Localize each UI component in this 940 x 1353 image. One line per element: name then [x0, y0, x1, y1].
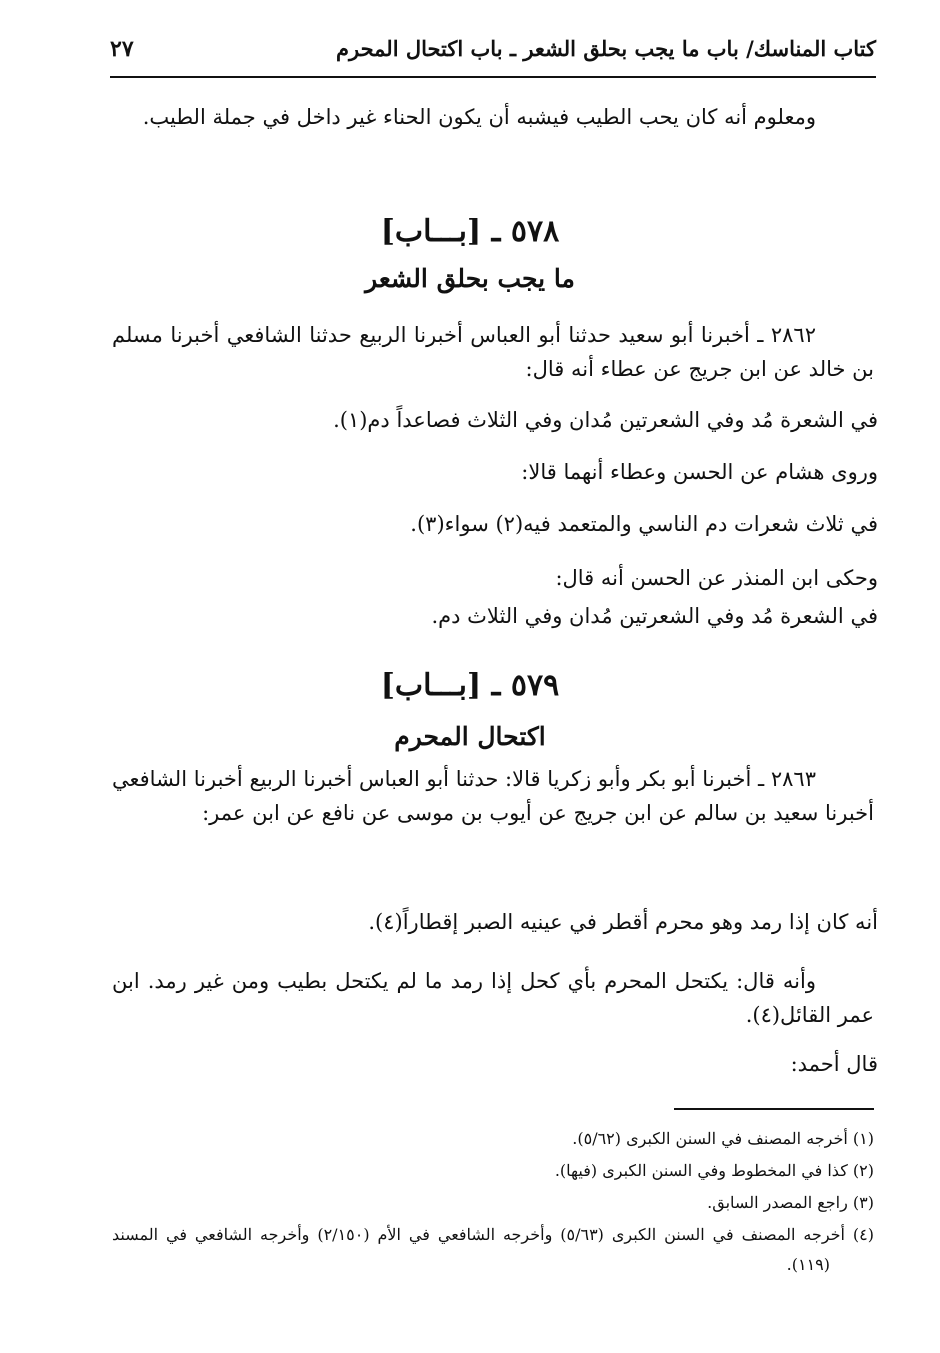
footnote-rule — [674, 1108, 874, 1110]
section-579-title: اكتحال المحرم — [394, 722, 546, 751]
section-578-title: ما يجب بحلق الشعر — [365, 264, 575, 293]
hadith-2863: ٢٨٦٣ ـ أخبرنا أبو بكر وأبو زكريا قالا: حدثنا أبو العباس أخبرنا الربيع أخبرنا الشافعي أخبرنا سعيد بن سالم عن ابن جريج عن أيوب بن موسى عن نافع عن ابن عمر: — [112, 767, 874, 825]
text-line: في ثلاث شعرات دم الناسي والمتعمد فيه(٢) سواء(٣). — [410, 512, 878, 536]
footnote-3: (٣) راجع المصدر السابق. — [707, 1193, 874, 1212]
running-title: كتاب المناسك/ باب ما يجب بحلق الشعر ـ باب اكتحال المحرم — [336, 36, 876, 61]
text-line: وحكى ابن المنذر عن الحسن أنه قال: — [555, 566, 878, 590]
page-header — [110, 32, 876, 78]
text-paragraph: وأنه قال: يكتحل المحرم بأي كحل إذا رمد ما لم يكتحل بطيب ومن غير رمد. ابن عمر القائل(٤). — [112, 969, 874, 1027]
section-579-heading: ٥٧٩ ـ [بـــاب] — [380, 668, 560, 703]
text-line: أنه كان إذا رمد وهو محرم أقطر في عينيه الصبر إقطاراً(٤). — [368, 910, 878, 934]
intro-paragraph: ومعلوم أنه كان يحب الطيب فيشبه أن يكون الحناء غير داخل في جملة الطيب. — [142, 105, 816, 129]
text-line: في الشعرة مُد وفي الشعرتين مُدان وفي الثلاث فصاعداً دم(١). — [333, 408, 878, 432]
hadith-2862: ٢٨٦٢ ـ أخبرنا أبو سعيد حدثنا أبو العباس أخبرنا الربيع حدثنا الشافعي أخبرنا مسلم بن خالد عن ابن جريج عن عطاء أنه قال: — [112, 323, 874, 381]
footnote-2: (٢) كذا في المخطوط وفي السنن الكبرى (فيها). — [554, 1161, 874, 1180]
footnote-4: (٤) أخرجه المصنف في السنن الكبرى (٥/٦٣) وأخرجه الشافعي في الأم (٢/١٥٠) وأخرجه الشافعي في المسند (١١٩). — [112, 1225, 875, 1274]
text-line: في الشعرة مُد وفي الشعرتين مُدان وفي الثلاث دم. — [431, 604, 878, 628]
page-number: ٢٧ — [110, 36, 134, 62]
text-line: قال أحمد: — [790, 1052, 878, 1076]
section-578-heading: ٥٧٨ ـ [بـــاب] — [380, 214, 560, 249]
text-line: وروى هشام عن الحسن وعطاء أنهما قالا: — [521, 460, 878, 484]
footnote-1: (١) أخرجه المصنف في السنن الكبرى (٥/٦٢). — [572, 1129, 874, 1148]
